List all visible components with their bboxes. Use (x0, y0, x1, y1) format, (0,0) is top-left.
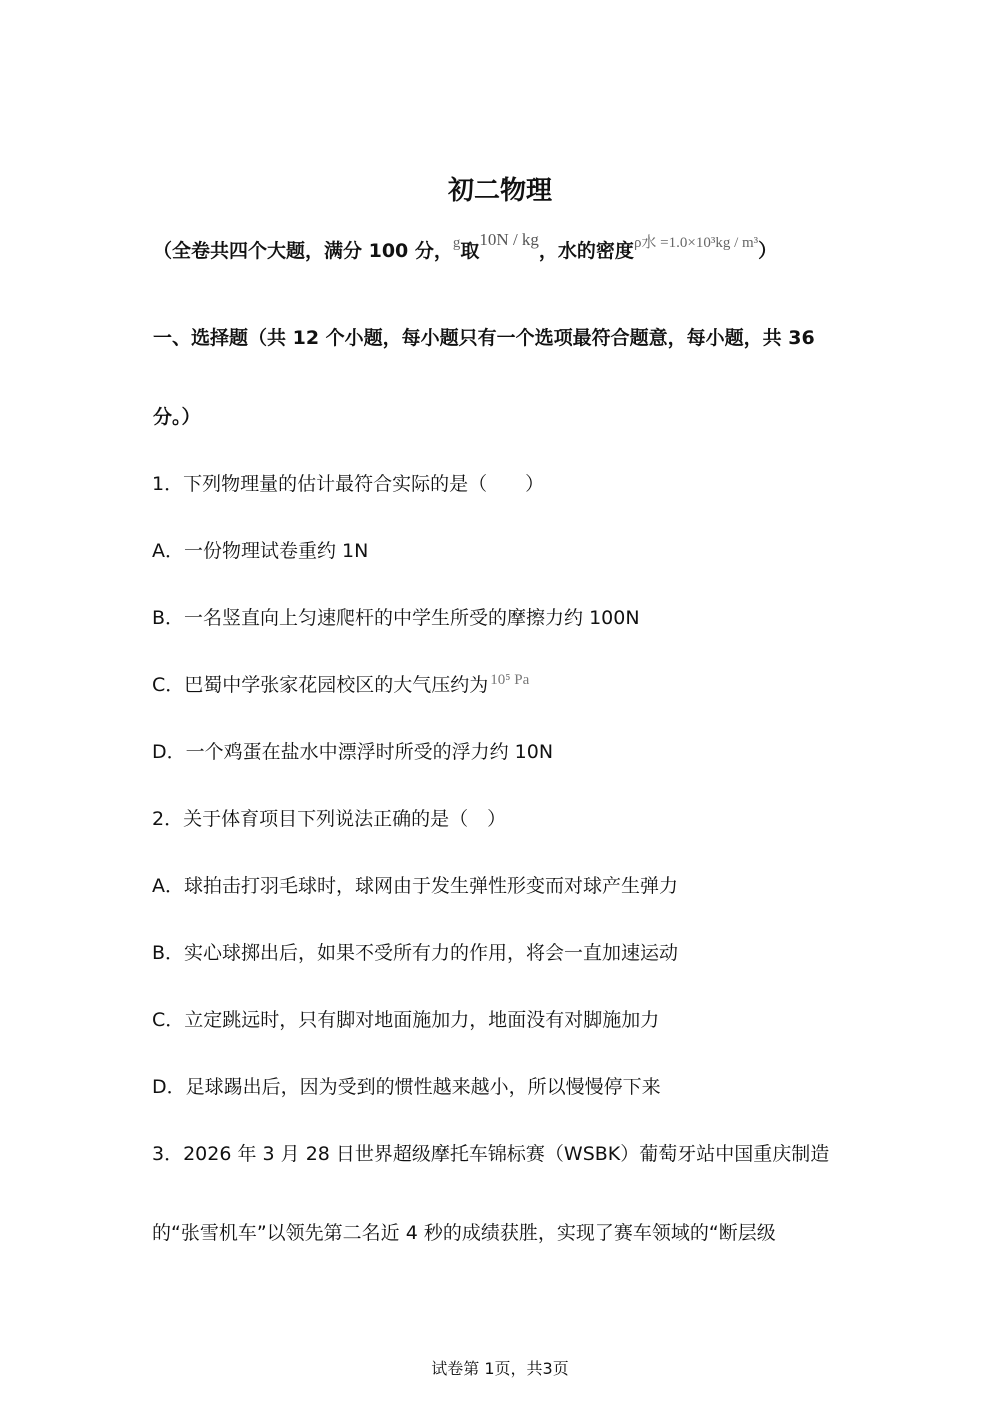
question-1-option-c (152, 670, 529, 697)
question-2-option-a: A．球拍击打羽毛球时，球网由于发生弹性形变而对球产生弹力 (152, 875, 678, 897)
question-2-option-c: C．立定跳远时，只有脚对地面施加力，地面没有对脚施加力 (152, 1009, 660, 1031)
question-1-option-a: A．一份物理试卷重约 1N (152, 540, 369, 562)
question-1-option-b: B．一名竖直向上匀速爬杆的中学生所受的摩擦力约 100N (152, 607, 640, 629)
question-1-option-d: D．一个鸡蛋在盐水中漂浮时所受的浮力约 10N (152, 741, 554, 763)
page-footer: 试卷第 1页，共3页 (431, 1359, 569, 1378)
question-2-option-b: B．实心球掷出后，如果不受所有力的作用，将会一直加速运动 (152, 942, 679, 964)
note-density-prefix: ，水的密度 (538, 240, 634, 262)
option-c-text: C．巴蜀中学张家花园校区的大气压约为 (152, 674, 489, 696)
note-suffix: ） (758, 240, 778, 262)
density-formula: ρ水 =1.0×10³kg / m³ (633, 235, 759, 251)
section-heading-line1: 一、选择题（共 12 个小题，每小题只有一个选项最符合题意，每小题，共 36 (153, 327, 815, 349)
note-take: 取 (460, 240, 480, 262)
exam-note (153, 230, 778, 263)
note-prefix: （全卷共四个大题，满分 100 分， (153, 240, 453, 262)
question-2-stem: 2．关于体育项目下列说法正确的是（ ） (152, 808, 507, 830)
question-2-option-d: D．足球踢出后，因为受到的惯性越来越小，所以慢慢停下来 (152, 1076, 661, 1098)
question-1-stem: 1．下列物理量的估计最符合实际的是（ ） (152, 473, 545, 495)
g-value-formula: 10N / kg (479, 230, 539, 249)
question-3-line2: 的“张雪机车”以领先第二名近 4 秒的成绩获胜，实现了赛车领域的“断层级 (152, 1222, 776, 1244)
pressure-formula: 10⁵ Pa (490, 672, 530, 688)
g-symbol: g (452, 235, 461, 251)
question-3-line1: 3．2026 年 3 月 28 日世界超级摩托车锦标赛（WSBK）葡萄牙站中国重庆制造 (152, 1143, 830, 1165)
section-heading-line2: 分。） (153, 406, 201, 428)
document-title: 初二物理 (447, 176, 552, 206)
